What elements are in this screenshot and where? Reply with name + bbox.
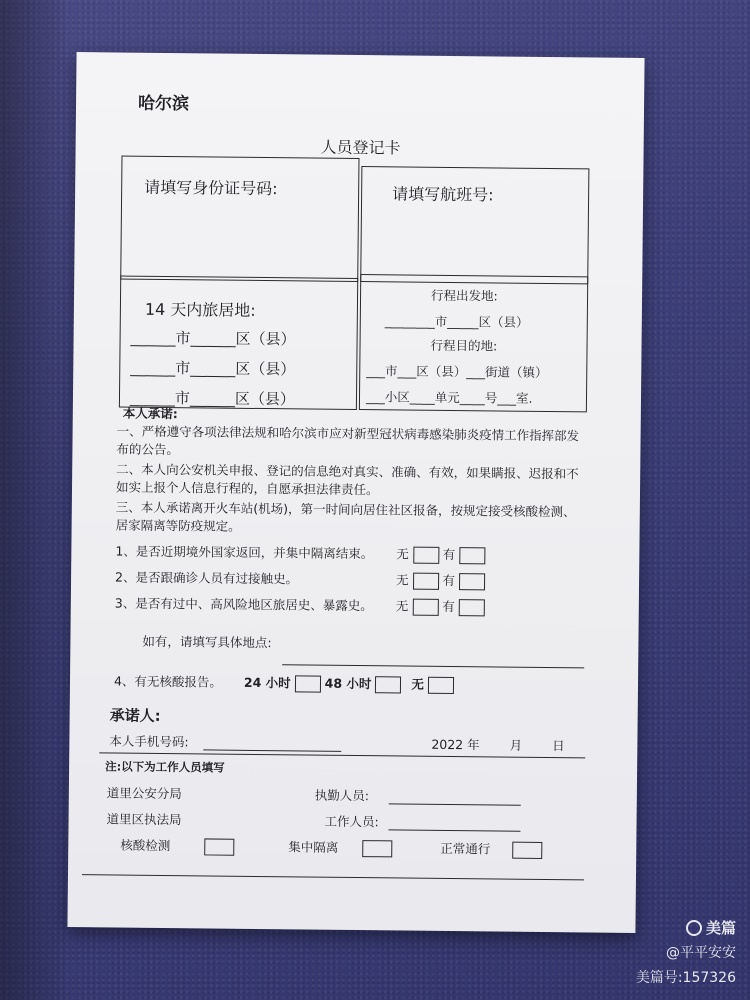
flight-number-cell[interactable] [360, 166, 589, 284]
info-grid [119, 156, 590, 413]
duty-officer-label: 执勤人员: [314, 787, 370, 804]
pledge-heading: 本人承诺: [122, 405, 178, 422]
answer-yes-label: 有 [442, 546, 456, 563]
check-quarantine-box[interactable] [362, 840, 392, 857]
question-row [115, 568, 298, 588]
residence-cell[interactable] [119, 276, 358, 410]
check-quarantine-label: 集中隔离 [288, 839, 339, 855]
phone-input-line[interactable] [203, 749, 341, 751]
watermark-brand-text: 美篇 [705, 919, 736, 937]
question-text: 2、是否跟确诊人员有过接触史。 [115, 569, 299, 587]
destination-line-2[interactable]: ___小区____单元____号___室. [365, 389, 533, 406]
check-pass-box[interactable] [512, 842, 542, 859]
itinerary-cell[interactable] [359, 274, 588, 412]
staff-check-row [120, 837, 542, 860]
signer-heading: 承诺人: [109, 706, 161, 725]
city-label: 哈尔滨 [137, 93, 190, 115]
date-month: 月 [509, 737, 523, 753]
duty-officer-line[interactable] [389, 803, 521, 805]
question-text: 3、是否有过中、高风险地区旅居史、暴露史。 [114, 595, 373, 614]
question-row [115, 542, 373, 563]
answer-yes-checkbox[interactable] [459, 599, 485, 616]
destination-line-1[interactable]: ___市___区（县）___街道（镇） [366, 363, 548, 380]
flight-number-label: 请填写航班号: [392, 184, 494, 205]
pledge-item-2: 二、本人向公安机关申报、登记的信息绝对真实、准确、有效，如果瞒报、迟报和不如实上报个人信息行程的，自愿承担法律责任。 [115, 461, 579, 498]
check-nat-box[interactable] [204, 838, 234, 855]
check-nat-label: 核酸检测 [120, 837, 171, 854]
origin-line[interactable]: ________市_____区（县） [384, 313, 529, 330]
watermark-brand [686, 917, 736, 938]
bottom-rule [82, 874, 584, 880]
answer-no-label: 无 [395, 598, 409, 614]
check-pass-label: 正常通行 [440, 840, 491, 857]
background-shadow [0, 0, 70, 1000]
meipian-logo-icon [686, 920, 702, 936]
nat-option-24h-label: 24 小时 [243, 674, 291, 691]
question-text: 1、是否近期境外国家返回，并集中隔离结束。 [115, 543, 374, 562]
location-input-line[interactable] [282, 664, 584, 668]
nat-48h-checkbox[interactable] [375, 676, 401, 693]
nat-none-checkbox[interactable] [428, 677, 454, 694]
date-day: 日 [552, 738, 565, 754]
enforcement-bureau: 道里区执法局 [106, 811, 182, 828]
residence-line-1[interactable]: ______市______区（县） [130, 328, 296, 349]
question-answers [396, 545, 485, 564]
question-answers [396, 597, 485, 616]
card-title: 人员登记卡 [320, 137, 401, 158]
staff-worker-label: 工作人员: [324, 813, 379, 830]
staff-worker-line[interactable] [388, 829, 520, 831]
destination-label: 行程目的地: [430, 337, 498, 354]
answer-no-checkbox[interactable] [413, 547, 439, 564]
nat-option-48h-label: 48 小时 [324, 675, 372, 692]
residence-line-2[interactable]: ______市______区（县） [130, 358, 296, 379]
date-year: 2022 年 [431, 736, 480, 753]
nat-24h-checkbox[interactable] [295, 675, 321, 692]
police-branch: 道里公安分局 [106, 785, 182, 802]
staff-note: 注:以下为工作人员填写 [105, 759, 225, 775]
question-answers [396, 571, 485, 590]
nat-report-row [114, 672, 454, 694]
date-row [431, 736, 564, 756]
nat-option-none-label: 无 [411, 676, 424, 692]
residence-line-3[interactable]: ______市______区（县） [129, 388, 296, 409]
answer-no-label: 无 [396, 572, 409, 588]
residence-label: 14 天内旅居地: [144, 299, 256, 320]
pledge-item-3: 三、本人承诺离开火车站(机场)，第一时间向居住社区报备，按规定接受核酸检测、居家隔离等防疫规定。 [115, 499, 576, 534]
question-row [115, 594, 373, 615]
watermark-user: @平平安安 [666, 945, 736, 961]
answer-yes-label: 有 [442, 598, 455, 615]
answer-no-checkbox[interactable] [412, 573, 438, 590]
nat-question: 4、有无核酸报告。 [113, 673, 223, 690]
answer-no-label: 无 [396, 546, 409, 562]
registration-form-paper [67, 52, 644, 933]
answer-yes-label: 有 [442, 572, 456, 589]
location-prompt: 如有，请填写具体地点: [142, 633, 272, 651]
answer-yes-checkbox[interactable] [459, 573, 485, 590]
origin-label: 行程出发地: [430, 287, 498, 304]
phone-label: 本人手机号码: [109, 733, 189, 750]
answer-no-checkbox[interactable] [412, 599, 438, 616]
id-number-label: 请填写身份证号码: [144, 177, 278, 199]
pledge-item-1: 一、严格遵守各项法律法规和哈尔滨市应对新型冠状病毒感染肺炎疫情工作指挥部发布的公告。 [116, 423, 580, 458]
answer-yes-checkbox[interactable] [459, 547, 485, 564]
watermark-id: 美篇号:157326 [635, 970, 736, 986]
id-number-cell[interactable] [120, 156, 359, 282]
